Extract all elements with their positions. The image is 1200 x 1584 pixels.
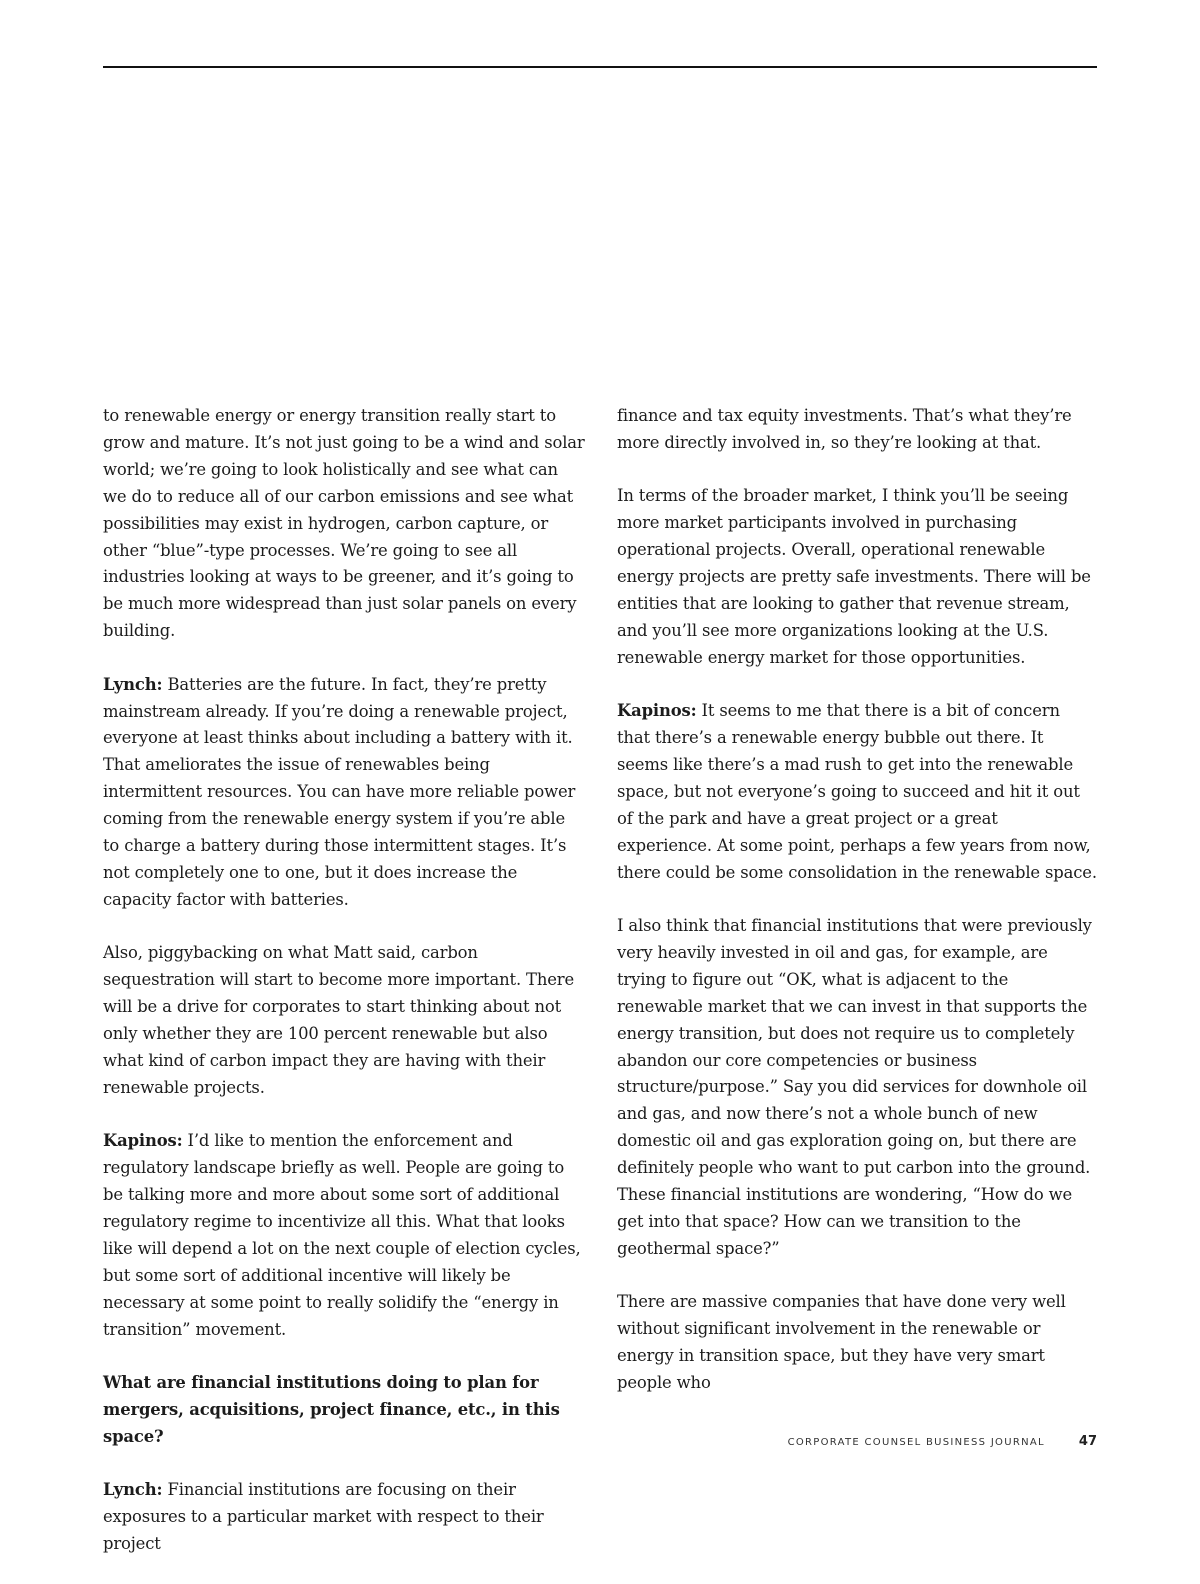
- speaker-name: Kapinos:: [103, 1131, 183, 1151]
- journal-name: CORPORATE COUNSEL BUSINESS JOURNAL: [787, 1437, 1045, 1448]
- page-number: 47: [1078, 1434, 1097, 1449]
- paragraph: There are massive companies that have done very well without significant involvement in the renewable or energy in transition space, but they have very smart people who: [617, 1292, 1066, 1392]
- right-column: [617, 403, 1097, 1423]
- speaker-name: Lynch:: [103, 1480, 163, 1500]
- paragraph: [103, 1128, 585, 1343]
- top-horizontal-rule: [103, 66, 1097, 68]
- paragraph: I also think that financial institutions that were previously very heavily invested in oil and gas, for example, are trying to figure out “OK, what is adjacent to the renewable market that we can invest in that supports the energy transition, but does not require us to completely abandon our core competencies or business structure/purpose.” Say you did services for downhole oil and gas, and now there’s not a whole bunch of new domestic oil and gas exploration going on, but there are definitely people who want to put carbon into the ground. These financial institutions are wondering, “How do we get into that space? How can we transition to the geothermal space?”: [617, 916, 1092, 1258]
- paragraph: In terms of the broader market, I think you’ll be seeing more market participants involved in purchasing operational projects. Overall, operational renewable energy projects are pretty safe investments. There will be entities that are looking to gather that revenue stream, and you’ll see more organizations looking at the U.S. renewable energy market for those opportunities.: [617, 486, 1091, 667]
- paragraph: [617, 698, 1097, 886]
- paragraph: finance and tax equity investments. That’s what they’re more directly involved in, so they’re looking at that.: [617, 406, 1072, 452]
- speaker-name: Kapinos:: [617, 701, 697, 721]
- interview-question: What are financial institutions doing to plan for mergers, acquisitions, project finance, etc., in this space?: [103, 1373, 560, 1446]
- left-column: [103, 403, 585, 1584]
- paragraph: to renewable energy or energy transition really start to grow and mature. It’s not just going to be a wind and solar world; we’re going to look holistically and see what can we do to reduce all of our carbon emissions and see what possibilities may exist in hydrogen, carbon capture, or other “blue”-type processes. We’re going to see all industries looking at ways to be greener, and it’s going to be much more widespread than just solar panels on every building.: [103, 406, 585, 641]
- paragraph: [103, 672, 585, 914]
- page-footer: [788, 1434, 1097, 1449]
- paragraph-text: It seems to me that there is a bit of concern that there’s a renewable energy bubble out there. It seems like there’s a mad rush to get into the renewable space, but not everyone’s going to succeed and hit it out of the park and have a great project or a great experience. At some point, perhaps a few years from now, there could be some consolidation in the renewable space.: [617, 701, 1097, 882]
- paragraph-text: Batteries are the future. In fact, they’re pretty mainstream already. If you’re doing a renewable project, everyone at least thinks about including a battery with it. That ameliorates the issue of renewables being intermittent resources. You can have more reliable power coming from the renewable energy system if you’re able to charge a battery during those intermittent stages. It’s not completely one to one, but it does increase the capacity factor with batteries.: [103, 674, 576, 909]
- paragraph: Also, piggybacking on what Matt said, carbon sequestration will start to become more important. There will be a drive for corporates to start thinking about not only whether they are 100 percent renewable but also what kind of carbon impact they are having with their renewable projects.: [103, 943, 575, 1097]
- paragraph-text: Financial institutions are focusing on their exposures to a particular market with respect to their project: [103, 1480, 544, 1554]
- paragraph: [103, 1477, 585, 1558]
- paragraph-text: I’d like to mention the enforcement and regulatory landscape briefly as well. People are going to be talking more and more about some sort of additional regulatory regime to incentivize all this. What that looks like will depend a lot on the next couple of election cycles, but some sort of additional incentive will likely be necessary at some point to really solidify the “energy in transition” movement.: [103, 1131, 581, 1339]
- speaker-name: Lynch:: [103, 674, 163, 694]
